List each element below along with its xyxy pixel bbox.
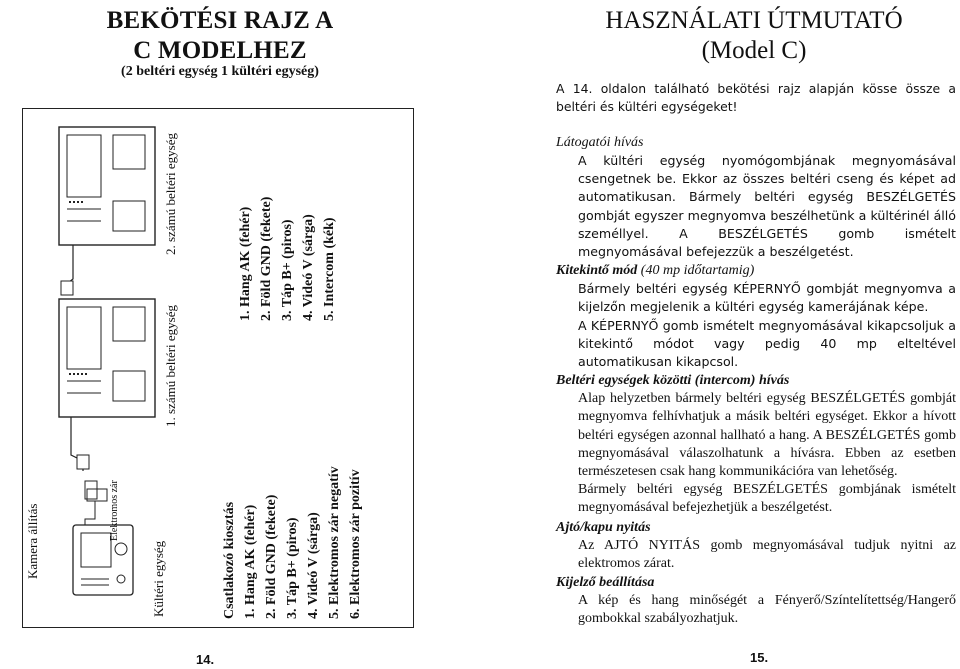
section-intercom-title: Beltéri egységek közötti (intercom) hívás [556, 373, 790, 389]
monitor-mode-title: Kitekintő mód [556, 263, 638, 279]
connector-pinout-title: Csatlakozó kiosztás [222, 501, 237, 619]
section-monitor-mode-title [556, 261, 956, 280]
diagram-title-line2: C MODELHEZ [133, 37, 307, 64]
diagram-title [40, 6, 400, 66]
camera-adjust-label: Kamera állítás [25, 503, 40, 579]
manual-content [556, 133, 956, 628]
wiring-diagram [22, 108, 414, 628]
section-monitor-mode-text-1: Bármely beltéri egység KÉPERNYŐ gombját megnyomva a kijelzőn megjelenik a kültéri egység kamerájának képe. [578, 281, 956, 315]
wire-3: 3. Táp B+ (piros) [280, 219, 295, 321]
indoor-unit-1-label: 1. számú beltéri egység [163, 304, 178, 427]
connector-pin-3: 3. Táp B+ (piros) [285, 517, 300, 619]
connector-pin-5: 5. Elektromos zár negatív [327, 466, 342, 619]
section-intercom-text-1: Alap helyzetben bármely beltéri egység BESZÉLGETÉS gombját megnyomva felhívhatjuk a másik beltéri egységet. Ekkor a hívott beltéri egységen azonnal hallható a hang. A BESZÉLGETÉS gomb megnyomásával válaszolhatunk a hívásra. Ebben az esetben természetesen csak hang kommunikációra van lehetőség. [578, 391, 956, 480]
right-page [552, 0, 956, 669]
connector-pin-4: 4. Videó V (sárga) [306, 512, 321, 619]
section-display-settings-title: Kijelző beállítása [556, 575, 655, 591]
connector-pin-6: 6. Elektromos zár pozitív [348, 469, 363, 619]
indoor-wire-list [235, 197, 340, 321]
electric-lock-label: Elektromos zár [109, 480, 120, 541]
connector-pin-1: 1. Hang AK (fehér) [243, 504, 258, 619]
left-page [0, 0, 470, 669]
manual-title-line2: (Model C) [701, 37, 807, 64]
manual-title-line1: HASZNÁLATI ÚTMUTATÓ [605, 7, 903, 34]
diagram-title-line1: BEKÖTÉSI RAJZ A [106, 7, 334, 34]
indoor-unit-2-label: 2. számú beltéri egység [163, 132, 178, 255]
indoor-unit-2-body [59, 127, 155, 245]
section-intercom-text-2: Bármely beltéri egység BESZÉLGETÉS gombjának ismételt megnyomásával befejezhetjük a beszélgetést. [578, 482, 956, 516]
wire-4: 4. Videó V (sárga) [301, 214, 316, 321]
wire-1: 1. Hang AK (fehér) [238, 206, 253, 321]
monitor-mode-duration: (40 mp időtartamig) [637, 263, 755, 279]
page-number-right: 15. [750, 650, 769, 665]
indoor-unit-1-screen [67, 307, 101, 369]
connector-pin-2: 2. Föld GND (fekete) [264, 494, 279, 619]
page-number-left: 14. [196, 652, 215, 667]
indoor-unit-1-body [59, 299, 155, 417]
section-monitor-mode-text-2: A KÉPERNYŐ gomb ismételt megnyomásával kikapcsoljuk a kitekintő módot vagy pedig 40 mp elteltével automatikusan kikapcsol. [578, 317, 956, 370]
indoor-unit-2-screen [67, 135, 101, 197]
outdoor-unit-label: Kültéri egység [151, 540, 166, 617]
wire-2: 2. Föld GND (fekete) [259, 196, 274, 321]
section-door-open-text: Az AJTÓ NYITÁS gomb megnyomásával tudjuk nyitni az elektromos zárat. [578, 537, 956, 571]
section-display-settings-text: A kép és hang minőségét a Fényerő/Színtelítettség/Hangerő gombokkal szabályozhatjuk. [578, 593, 956, 627]
section-visitor-call-title: Látogatói hívás [556, 135, 644, 150]
section-visitor-call-text: A kültéri egység nyomógombjának megnyomásával csengetnek be. Ekkor az összes beltéri cseng és képet ad automatikusan. Bármely beltéri egység BESZÉLGETÉS gombját egyszer megnyomva beszélhetünk a kültérinél álló személlyel. A BESZÉLGETÉS gomb ismételt megnyomásával befejezzük a beszélgetést. [578, 153, 956, 260]
wire-5: 5. Intercom (kék) [322, 217, 337, 321]
intro-paragraph: A 14. oldalon található bekötési rajz alapján kösse össze a beltéri és kültéri egységeket! [556, 81, 956, 114]
connector-pinout-list [219, 466, 366, 619]
manual-title [552, 6, 956, 66]
section-door-open-title: Ajtó/kapu nyitás [556, 519, 651, 535]
diagram-subtitle: (2 beltéri egység 1 kültéri egység) [121, 64, 319, 79]
